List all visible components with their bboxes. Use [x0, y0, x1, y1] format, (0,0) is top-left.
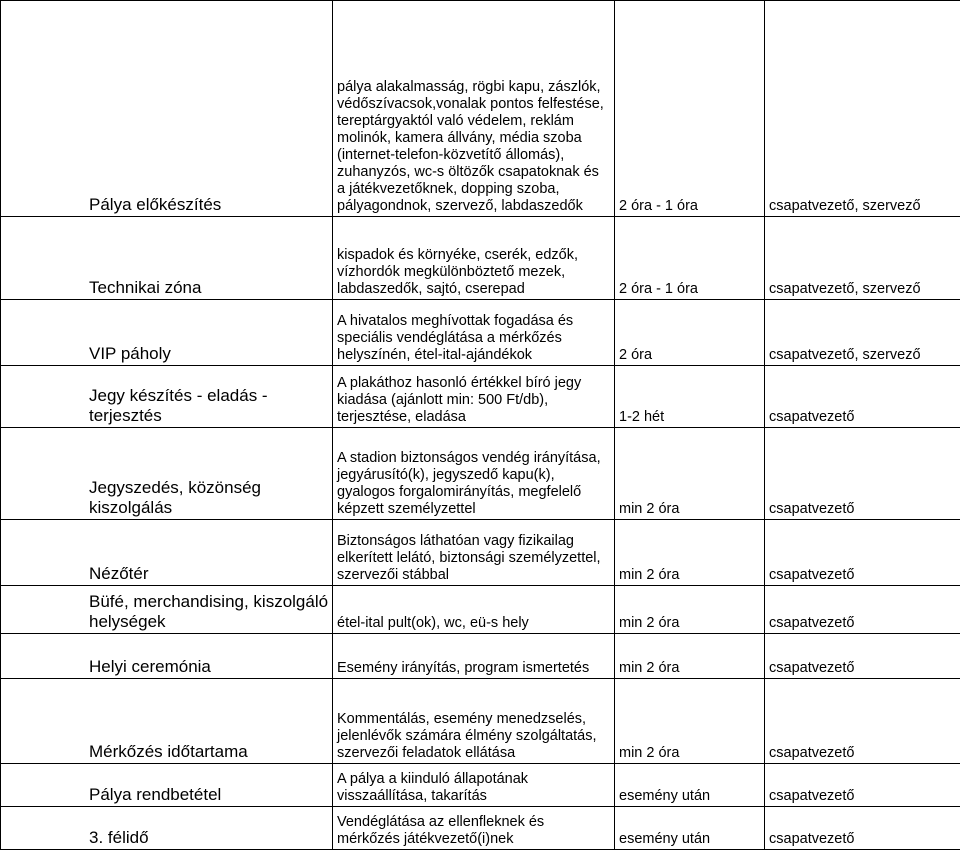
table-row: [1, 1, 960, 217]
activity-name: 3. félidő: [1, 807, 333, 850]
activity-description: étel-ital pult(ok), wc, eü-s hely: [333, 586, 615, 634]
activity-description: A pálya a kiinduló állapotának visszaállítása, takarítás: [333, 764, 615, 807]
activity-name: Pálya rendbetétel: [1, 764, 333, 807]
activity-name: Mérkőzés időtartama: [1, 679, 333, 764]
table-row: [1, 764, 960, 807]
table-row: [1, 300, 960, 366]
activity-description: kispadok és környéke, cserék, edzők, vízhordók megkülönböztető mezek, labdaszedők, sajtó, cserepad: [333, 217, 615, 300]
activity-responsible: csapatvezető: [765, 428, 960, 520]
table-row: [1, 366, 960, 428]
activity-description: A stadion biztonságos vendég irányítása, jegyárusító(k), jegyszedő kapu(k), gyalogos forgalomirányítás, megfelelő képzett személyzettel: [333, 428, 615, 520]
activity-responsible: csapatvezető, szervező: [765, 300, 960, 366]
activity-responsible: csapatvezető: [765, 679, 960, 764]
activity-responsible: csapatvezető, szervező: [765, 217, 960, 300]
activity-responsible: csapatvezető: [765, 807, 960, 850]
activity-description: Kommentálás, esemény menedzselés, jelenlévők számára élmény szolgáltatás, szervezői feladatok ellátása: [333, 679, 615, 764]
activity-name: Pálya előkészítés: [1, 1, 333, 217]
table-row: [1, 679, 960, 764]
activity-name: VIP páholy: [1, 300, 333, 366]
activity-time: 2 óra - 1 óra: [615, 217, 765, 300]
activity-time: esemény után: [615, 807, 765, 850]
activity-description: Vendéglátása az ellenfleknek és mérkőzés játékvezető(i)nek: [333, 807, 615, 850]
activity-time: esemény után: [615, 764, 765, 807]
activity-name: Helyi ceremónia: [1, 634, 333, 679]
activity-time: min 2 óra: [615, 586, 765, 634]
table-row: [1, 807, 960, 850]
activity-time: 2 óra: [615, 300, 765, 366]
activity-responsible: csapatvezető: [765, 764, 960, 807]
table-row: [1, 217, 960, 300]
table-row: [1, 586, 960, 634]
activity-name: Jegyszedés, közönség kiszolgálás: [1, 428, 333, 520]
table-row: [1, 520, 960, 586]
table-row: [1, 634, 960, 679]
activity-name: Büfé, merchandising, kiszolgáló helységek: [1, 586, 333, 634]
activity-responsible: csapatvezető, szervező: [765, 1, 960, 217]
activity-description: A hivatalos meghívottak fogadása és speciális vendéglátása a mérkőzés helyszínén, étel-ital-ajándékok: [333, 300, 615, 366]
activity-name: Jegy készítés - eladás - terjesztés: [1, 366, 333, 428]
activity-time: min 2 óra: [615, 520, 765, 586]
activity-time: 2 óra - 1 óra: [615, 1, 765, 217]
activity-time: 1-2 hét: [615, 366, 765, 428]
activity-responsible: csapatvezető: [765, 634, 960, 679]
activity-description: Biztonságos láthatóan vagy fizikailag elkerített lelátó, biztonsági személyzettel, szervezői stábbal: [333, 520, 615, 586]
table-row: [1, 428, 960, 520]
activity-time: min 2 óra: [615, 634, 765, 679]
activity-description: Esemény irányítás, program ismertetés: [333, 634, 615, 679]
activity-name: Nézőtér: [1, 520, 333, 586]
activity-name: Technikai zóna: [1, 217, 333, 300]
activity-time: min 2 óra: [615, 679, 765, 764]
activity-time: min 2 óra: [615, 428, 765, 520]
activity-description: A plakáthoz hasonló értékkel bíró jegy kiadása (ajánlott min: 500 Ft/db), terjesztése, eladása: [333, 366, 615, 428]
activity-responsible: csapatvezető: [765, 366, 960, 428]
activity-responsible: csapatvezető: [765, 586, 960, 634]
activity-responsible: csapatvezető: [765, 520, 960, 586]
activity-description: pálya alakalmasság, rögbi kapu, zászlók, védőszívacsok,vonalak pontos felfestése, tereptárgyaktól való védelem, reklám molinók, kamera állvány, média szoba (internet-telefon-közvetítő állomás), zuhanyzós, wc-s öltözők csapatoknak és a játékvezetőknek, dopping szoba, pályagondnok, szervező, labdaszedők: [333, 1, 615, 217]
